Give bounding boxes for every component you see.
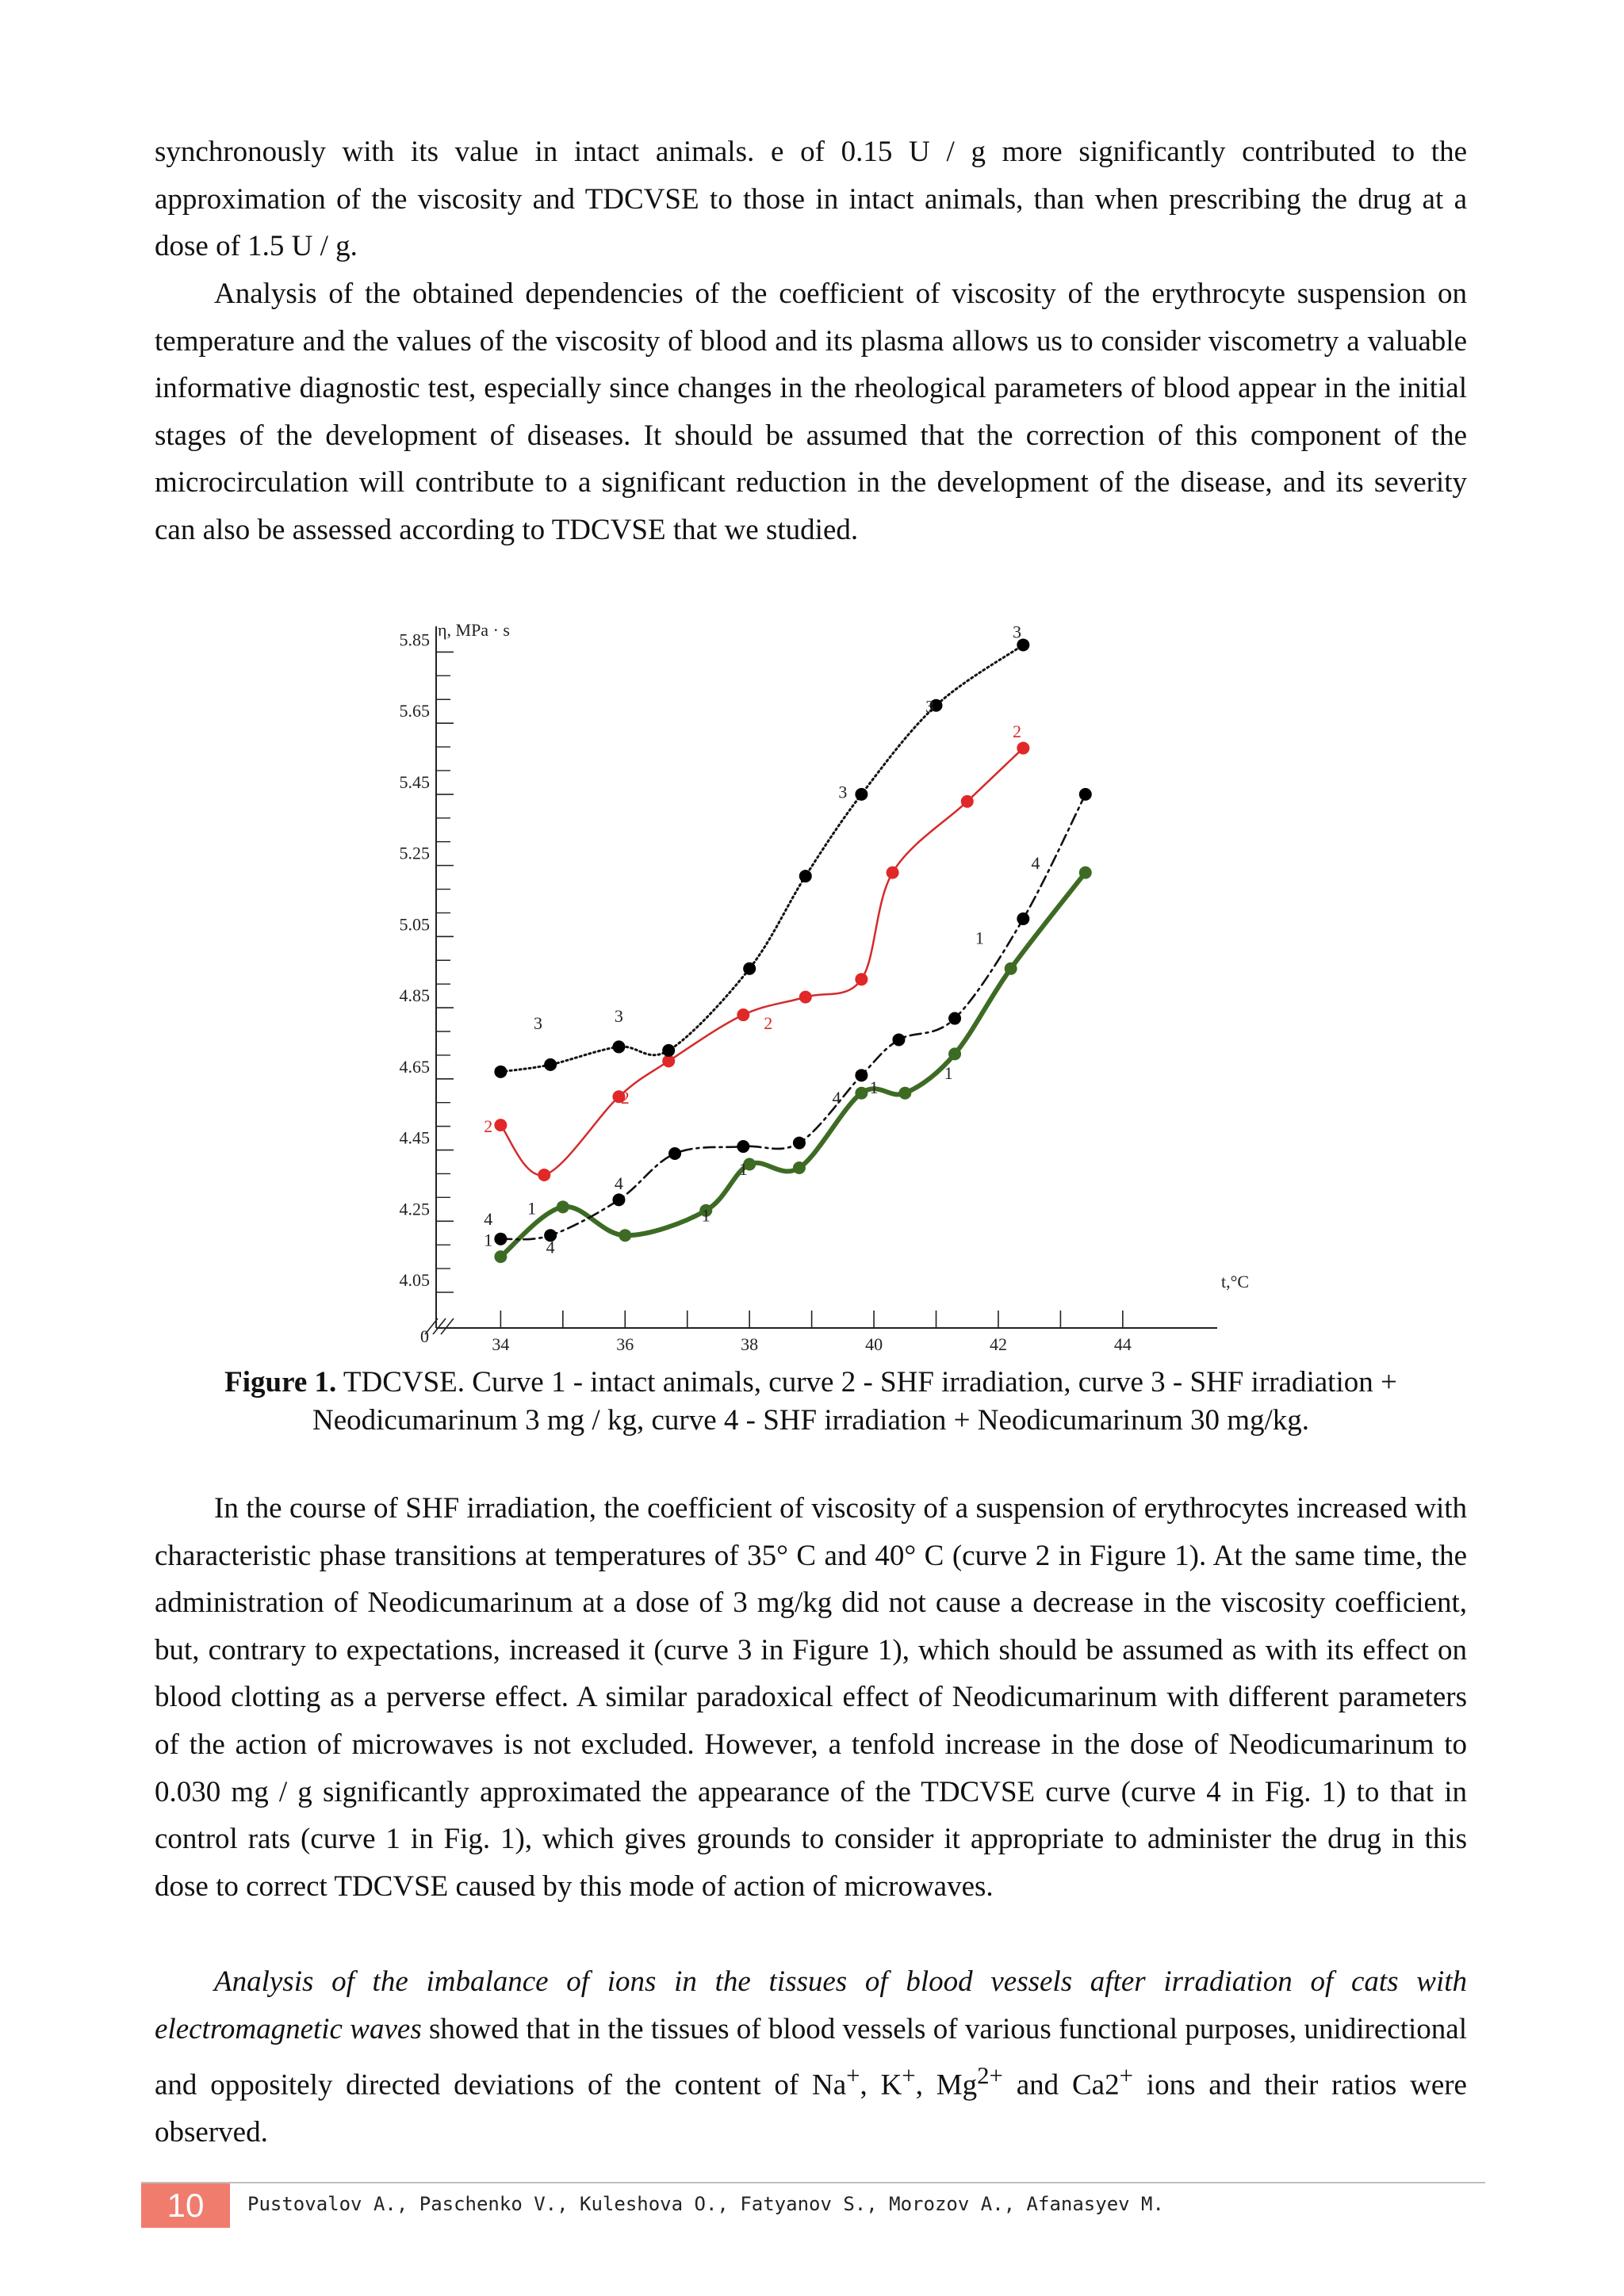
series-point-3 <box>544 1058 557 1071</box>
origin-label: 0 <box>420 1326 429 1346</box>
y-tick-label: 5.45 <box>399 771 430 792</box>
curve-label-4: 4 <box>1031 853 1040 874</box>
series-point-1 <box>1005 962 1017 975</box>
paragraph-4-text-c: , Mg <box>915 2068 978 2102</box>
series-point-4 <box>855 1069 868 1081</box>
series-point-4 <box>948 1012 961 1025</box>
series-point-2 <box>961 795 974 808</box>
series-point-2 <box>538 1169 550 1181</box>
x-tick-label: 36 <box>616 1334 634 1354</box>
series-point-1 <box>898 1087 911 1100</box>
series-point-4 <box>1079 788 1092 801</box>
curve-label-4: 4 <box>484 1208 493 1229</box>
paragraph-4-italic: Analysis of the imbalance of ions in the tissues of blood vessels after irradiation of cats with electromagnetic waves <box>155 1965 1467 2045</box>
series-point-1 <box>557 1200 569 1213</box>
y-axis-label: η, MPa · s <box>438 620 510 640</box>
series-point-1 <box>948 1047 961 1060</box>
y-tick-label: 5.05 <box>399 914 430 935</box>
series-point-4 <box>892 1033 905 1046</box>
series-point-4 <box>793 1137 806 1150</box>
curve-label-1: 1 <box>975 928 984 948</box>
paragraph-1: synchronously with its value in intact animals. e of 0.15 U / g more significantly contributed to the approximation of the viscosity and TDCVSE to those in intact animals, than when prescribing the drug at a dose of 1.5 U / g. <box>155 136 1467 263</box>
y-tick-label: 5.85 <box>399 629 430 650</box>
series-point-4 <box>494 1233 507 1246</box>
footer-authors: Pustovalov A., Paschenko V., Kuleshova O., Fatyanov S., Morozov A., Afanasyev M. <box>247 2193 1164 2215</box>
curve-label-3: 3 <box>614 1006 623 1027</box>
series-point-3 <box>612 1040 625 1053</box>
curve-label-2: 2 <box>620 1088 630 1108</box>
series-point-3 <box>494 1066 507 1078</box>
series-point-4 <box>737 1140 749 1153</box>
series-point-2 <box>799 991 812 1004</box>
figure-caption-text: TDCVSE. Curve 1 - intact animals, curve 2 - SHF irradiation, curve 3 - SHF irradiation + Neodicumarinum 3 mg / kg, curve 4 - SHF irradiation + Neodicumarinum 30 mg/kg. <box>312 1366 1397 1437</box>
chart-axes <box>400 620 1250 1354</box>
paragraph-2: Analysis of the obtained dependencies of the coefficient of viscosity of the erythrocyte suspension on temperature and the values of the viscosity of blood and its plasma allows us to consider viscometry a valuable informative diagnostic test, especially since changes in the rheological parameters of blood appear in the initial stages of the development of diseases. It should be assumed that the correction of this component of the microcirculation will contribute to a significant reduction in the development of the disease, and its severity can also be assessed according to TDCVSE that we studied. <box>155 277 1467 546</box>
paragraph-4-text-e: ions and their ratios were observed. <box>155 2068 1467 2149</box>
x-tick-label: 42 <box>989 1334 1007 1354</box>
paragraph-4-text-b: , K <box>860 2068 902 2102</box>
x-axis-label: t,°C <box>1221 1272 1250 1292</box>
y-tick-label: 4.25 <box>399 1199 430 1219</box>
curve-label-2: 2 <box>764 1013 773 1033</box>
curve-label-3: 3 <box>1013 622 1021 642</box>
x-tick-label: 44 <box>1113 1334 1132 1354</box>
page-number: 10 <box>141 2183 230 2228</box>
y-tick-label: 5.65 <box>399 701 430 721</box>
curve-label-3: 3 <box>925 696 935 717</box>
series-point-1 <box>855 1087 868 1100</box>
series-point-2 <box>1017 742 1029 755</box>
series-point-1 <box>1079 867 1092 879</box>
y-tick-label: 4.65 <box>399 1056 430 1077</box>
curve-label-1: 1 <box>738 1158 748 1179</box>
chart-series <box>500 645 1085 1257</box>
y-tick-label: 4.45 <box>399 1127 430 1148</box>
figure-caption <box>155 1364 1467 1440</box>
curve-label-4: 4 <box>614 1173 623 1193</box>
paragraph-4-text-d: and Ca2 <box>1002 2068 1120 2102</box>
sup-ca: + <box>1119 2062 1133 2090</box>
series-point-1 <box>619 1229 631 1242</box>
figure-1-chart <box>373 618 1269 1356</box>
series-line-1 <box>500 873 1085 1257</box>
axis-break-mark <box>441 1318 454 1334</box>
curve-label-3: 3 <box>533 1013 542 1033</box>
series-point-2 <box>887 867 899 879</box>
curve-label-1: 1 <box>484 1230 493 1250</box>
curve-label-1: 1 <box>944 1062 953 1083</box>
y-tick-label: 4.05 <box>399 1270 430 1290</box>
sup-k: + <box>902 2062 916 2090</box>
curve-label-1: 1 <box>701 1205 710 1226</box>
series-point-2 <box>494 1119 507 1131</box>
curve-label-4: 4 <box>832 1088 841 1108</box>
series-point-2 <box>737 1008 749 1021</box>
y-tick-label: 5.25 <box>399 843 430 863</box>
series-point-1 <box>494 1250 507 1263</box>
figure-label: Figure 1. <box>224 1366 337 1399</box>
x-tick-label: 38 <box>741 1334 759 1354</box>
axis-break-mark <box>433 1318 446 1334</box>
x-tick-label: 34 <box>492 1334 510 1354</box>
series-point-2 <box>855 973 868 985</box>
series-point-3 <box>662 1044 675 1057</box>
sup-na: + <box>846 2062 860 2090</box>
series-line-2 <box>500 748 1023 1176</box>
series-point-1 <box>793 1161 806 1174</box>
series-point-4 <box>668 1147 681 1160</box>
y-tick-label: 4.85 <box>399 985 430 1006</box>
curve-label-1: 1 <box>869 1077 879 1097</box>
paragraph-3: In the course of SHF irradiation, the coefficient of viscosity of a suspension of erythrocytes increased with characteristic phase transitions at temperatures of 35° C and 40° C (curve 2 in Figure 1). At the same time, the administration of Neodicumarinum at a dose of 3 mg/kg did not cause a decrease in the viscosity coefficient, but, contrary to expectations, increased it (curve 3 in Figure 1), which should be assumed as with its effect on blood clotting as a perverse effect. A similar paradoxical effect of Neodicumarinum with different parameters of the action of microwaves is not excluded. However, a tenfold increase in the dose of Neodicumarinum to 0.030 mg / g significantly approximated the appearance of the TDCVSE curve (curve 4 in Fig. 1) to that in control rats (curve 1 in Fig. 1), which gives grounds to consider it appropriate to administer the drug in this dose to correct TDCVSE caused by this mode of action of microwaves. <box>155 1492 1467 1903</box>
paragraph-4-text-a: showed that in the tissues of blood vessels of various functional purposes, unidirectional and oppositely directed deviations of the content of Na <box>155 2012 1467 2102</box>
curve-label-1: 1 <box>527 1198 537 1219</box>
series-point-4 <box>1017 913 1029 925</box>
curve-label-2: 2 <box>484 1116 493 1137</box>
series-point-3 <box>799 870 812 882</box>
series-point-3 <box>743 962 756 975</box>
x-tick-label: 40 <box>865 1334 883 1354</box>
curve-label-3: 3 <box>838 782 848 802</box>
series-point-4 <box>612 1193 625 1206</box>
series-point-3 <box>855 788 868 801</box>
curve-label-4: 4 <box>546 1237 555 1257</box>
curve-label-2: 2 <box>1013 721 1021 742</box>
sup-mg: 2+ <box>977 2062 1003 2090</box>
footer-rule <box>141 2182 1485 2183</box>
paragraph-4 <box>155 1958 1467 2156</box>
